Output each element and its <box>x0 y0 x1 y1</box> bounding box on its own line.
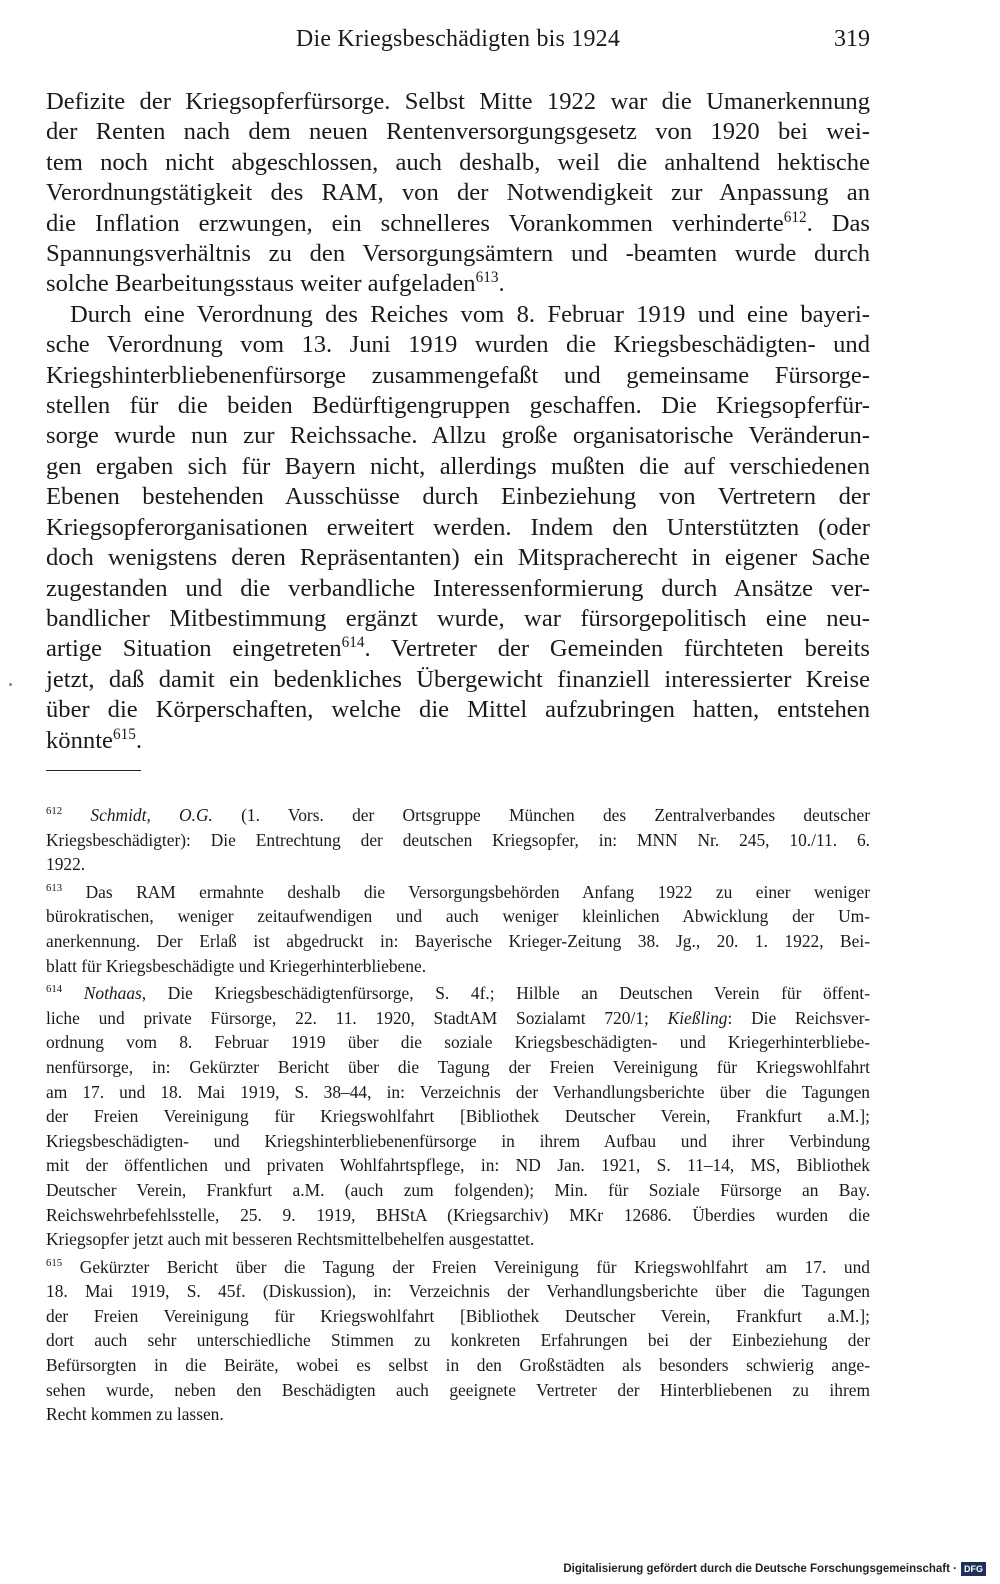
footnote-line: Deutscher Verein, Frankfurt a.M. (auch zum folgenden); Min. für Soziale Fürsorge an Bay. <box>46 1179 870 1200</box>
text-line: sorge wurde nun zur Reichssache. Allzu große organisatorische Veränderun- <box>46 422 870 450</box>
text-line <box>46 269 870 299</box>
footnote-divider <box>46 770 141 771</box>
text-line: Durch eine Verordnung des Reiches vom 8. Februar 1919 und eine bayeri- <box>70 300 870 328</box>
digitization-credit <box>563 1562 986 1576</box>
text-segment: . <box>498 270 505 298</box>
footnote-line: der Freien Vereinigung für Kriegswohlfahrt [Bibliothek Deutscher Verein, Frankfurt a.M.]; <box>46 1305 870 1326</box>
footnote-line: am 17. und 18. Mai 1919, S. 38–44, in: Verzeichnis der Verhandlungsberichte über die Tagungen <box>46 1081 870 1102</box>
footnote-line: der Freien Vereinigung für Kriegswohlfahrt [Bibliothek Deutscher Verein, Frankfurt a.M.]; <box>46 1106 870 1127</box>
text-segment: (1. Vors. der Ortsgruppe München des Zentralverbandes deutscher <box>212 805 870 825</box>
footnote-line: 18. Mai 1919, S. 45f. (Diskussion), in: Verzeichnis der Verhandlungsberichte über die Tagungen <box>46 1281 870 1302</box>
text-segment: die Inflation erzwungen, ein schnelleres Vorankommen verhinderte <box>46 209 784 237</box>
footnote-line: dort auch sehr unterschiedliche Stimmen zu konkreten Erfahrungen bei der Einbeziehung der <box>46 1330 870 1351</box>
footnote-ref[interactable]: 612 <box>783 208 807 226</box>
footnote-number: 612 <box>46 805 63 818</box>
page-number: 319 <box>834 26 870 52</box>
footnote-line <box>46 803 870 828</box>
text-line: der Renten nach dem neuen Rentenversorgungsgesetz von 1920 bei wei- <box>46 118 870 146</box>
footnote-line: Befürsorgten in die Beiräte, wobei es selbst in den Großstädten als besonders schwierig ange- <box>46 1355 870 1376</box>
footnote-number: 613 <box>46 881 63 894</box>
footnote-615 <box>46 1255 870 1427</box>
text-segment: . Vertreter der Gemeinden fürchteten bereits <box>364 635 871 663</box>
footnote-line <box>46 880 870 905</box>
footnote-number: 615 <box>46 1256 63 1269</box>
footnote-line: blatt für Kriegsbeschädigte und Kriegerhinterbliebene. <box>46 955 427 976</box>
footnote-line <box>46 981 870 1006</box>
text-segment: Das RAM ermahnte deshalb die Versorgungsbehörden Anfang 1922 zu einer weniger <box>85 881 870 902</box>
paragraph-1 <box>46 87 870 300</box>
text-line: Verordnungstätigkeit des RAM, von der Notwendigkeit zur Anpassung an <box>46 179 870 207</box>
footnote-number: 614 <box>46 983 63 996</box>
footnote-author: Schmidt, O.G. <box>90 805 213 825</box>
main-text <box>46 87 870 756</box>
footnote-author: Kießling <box>667 1007 728 1028</box>
page-header <box>46 26 870 60</box>
footnote-613 <box>46 880 870 978</box>
text-line: zugestanden und die verbandliche Interessenformierung durch Ansätze ver- <box>46 574 870 602</box>
footnote-ref[interactable]: 615 <box>112 725 136 743</box>
text-segment: liche und private Fürsorge, 22. 11. 1920, StadtAM Sozialamt 720/1; <box>46 1007 668 1028</box>
footnote-614 <box>46 981 870 1252</box>
footnote-line: Kriegsbeschädigten- und Kriegshinterbliebenenfürsorge in ihrem Aufbau und ihrer Verbindung <box>46 1130 870 1151</box>
footnote-line: mit der öffentlichen und privaten Wohlfahrtspflege, in: ND Jan. 1921, S. 11–14, MS, Bibliothek <box>46 1155 870 1176</box>
text-line: tem noch nicht abgeschlossen, auch deshalb, weil die anhaltend hektische <box>46 148 870 176</box>
text-segment: . Das <box>806 209 870 237</box>
footnote-line <box>46 1006 870 1031</box>
margin-mark <box>9 683 12 686</box>
text-segment: : Die Reichsver- <box>727 1007 870 1028</box>
footnote-ref[interactable]: 614 <box>341 634 365 652</box>
footnotes <box>46 803 870 1427</box>
text-line: Ebenen bestehenden Ausschüsse durch Einbeziehung von Vertretern der <box>46 483 870 511</box>
text-line: Kriegsopferorganisationen erweitert werden. Indem den Unterstützten (oder <box>46 513 870 541</box>
footnote-ref[interactable]: 613 <box>475 269 499 287</box>
text-line: sche Verordnung vom 13. Juni 1919 wurden die Kriegsbeschädigten- und <box>46 331 870 359</box>
footnote-612 <box>46 803 870 877</box>
footnote-author: Nothaas <box>83 983 142 1004</box>
text-line: Defizite der Kriegsopferfürsorge. Selbst Mitte 1922 war die Umanerkennung <box>46 88 870 115</box>
text-line: jetzt, daß damit ein bedenkliches Übergewicht finanziell interessierter Kreise <box>46 665 870 693</box>
footnote-line: ordnung vom 8. Februar 1919 über die soziale Kriegsbeschädigten- und Kriegerhinterbliebe- <box>46 1032 870 1053</box>
text-line <box>46 726 870 756</box>
credit-text: Digitalisierung gefördert durch die Deutsche Forschungsgemeinschaft · <box>563 1563 957 1575</box>
text-line: Kriegshinterbliebenenfürsorge zusammengefaßt und gemeinsame Fürsorge- <box>46 361 870 389</box>
text-segment: solche Bearbeitungsstaus weiter aufgeladen <box>46 270 476 298</box>
text-segment: , Die Kriegsbeschädigtenfürsorge, S. 4f.; Hilble an Deutschen Verein für öffent- <box>141 983 870 1004</box>
footnote-line: Kriegsopfer jetzt auch mit besseren Rechtsmittelbehelfen ausgestattet. <box>46 1229 535 1250</box>
text-line <box>46 634 870 664</box>
text-segment: . <box>135 726 142 754</box>
text-line: stellen für die beiden Bedürftigengruppen geschaffen. Die Kriegsopferfür- <box>46 392 870 420</box>
text-line: bandlicher Mitbestimmung ergänzt wurde, war fürsorgepolitisch eine neu- <box>46 604 870 632</box>
footnote-line: anerkennung. Der Erlaß ist abgedruckt in: Bayerische Krieger-Zeitung 38. Jg., 20. 1. 1922, Bei- <box>46 930 870 951</box>
text-line <box>46 209 870 239</box>
text-segment: könnte <box>46 726 113 754</box>
footnote-line: Recht kommen zu lassen. <box>46 1404 224 1425</box>
footnote-line: 1922. <box>46 854 86 875</box>
text-segment: Gekürzter Bericht über die Tagung der Freien Vereinigung für Kriegswohlfahrt am 17. und <box>79 1256 870 1277</box>
paragraph-2 <box>46 300 870 756</box>
footnote-line: Reichswehrbefehlsstelle, 25. 9. 1919, BHStA (Kriegsarchiv) MKr 12686. Überdies wurden die <box>46 1204 870 1225</box>
text-line: doch wenigstens deren Repräsentanten) ein Mitspracherecht in eigener Sache <box>46 544 870 572</box>
footnote-line: Kriegsbeschädigter): Die Entrechtung der deutschen Kriegsopfer, in: MNN Nr. 245, 10./11. 6. <box>46 829 870 850</box>
footnote-line: nenfürsorge, in: Gekürzter Bericht über die Tagung der Freien Vereinigung für Kriegswohlfahrt <box>46 1056 870 1077</box>
text-line: gen ergaben sich für Bayern nicht, allerdings mußten die auf verschiedenen <box>46 452 870 480</box>
text-line: über die Körperschaften, welche die Mittel aufzubringen hatten, entstehen <box>46 696 870 724</box>
dfg-logo: DFG <box>961 1562 986 1576</box>
footnote-line <box>46 1255 870 1280</box>
running-title: Die Kriegsbeschädigten bis 1924 <box>295 26 621 52</box>
footnote-line: bürokratischen, weniger zeitaufwendigen und auch weniger kleinlichen Abwicklung der Um- <box>46 906 870 927</box>
text-line: Spannungsverhältnis zu den Versorgungsämtern und -beamten wurde durch <box>46 240 870 268</box>
text-segment: artige Situation eingetreten <box>46 635 342 663</box>
footnote-line: sehen wurde, neben den Beschädigten auch geeignete Vertreter der Hinterbliebenen zu ihrem <box>46 1379 870 1400</box>
